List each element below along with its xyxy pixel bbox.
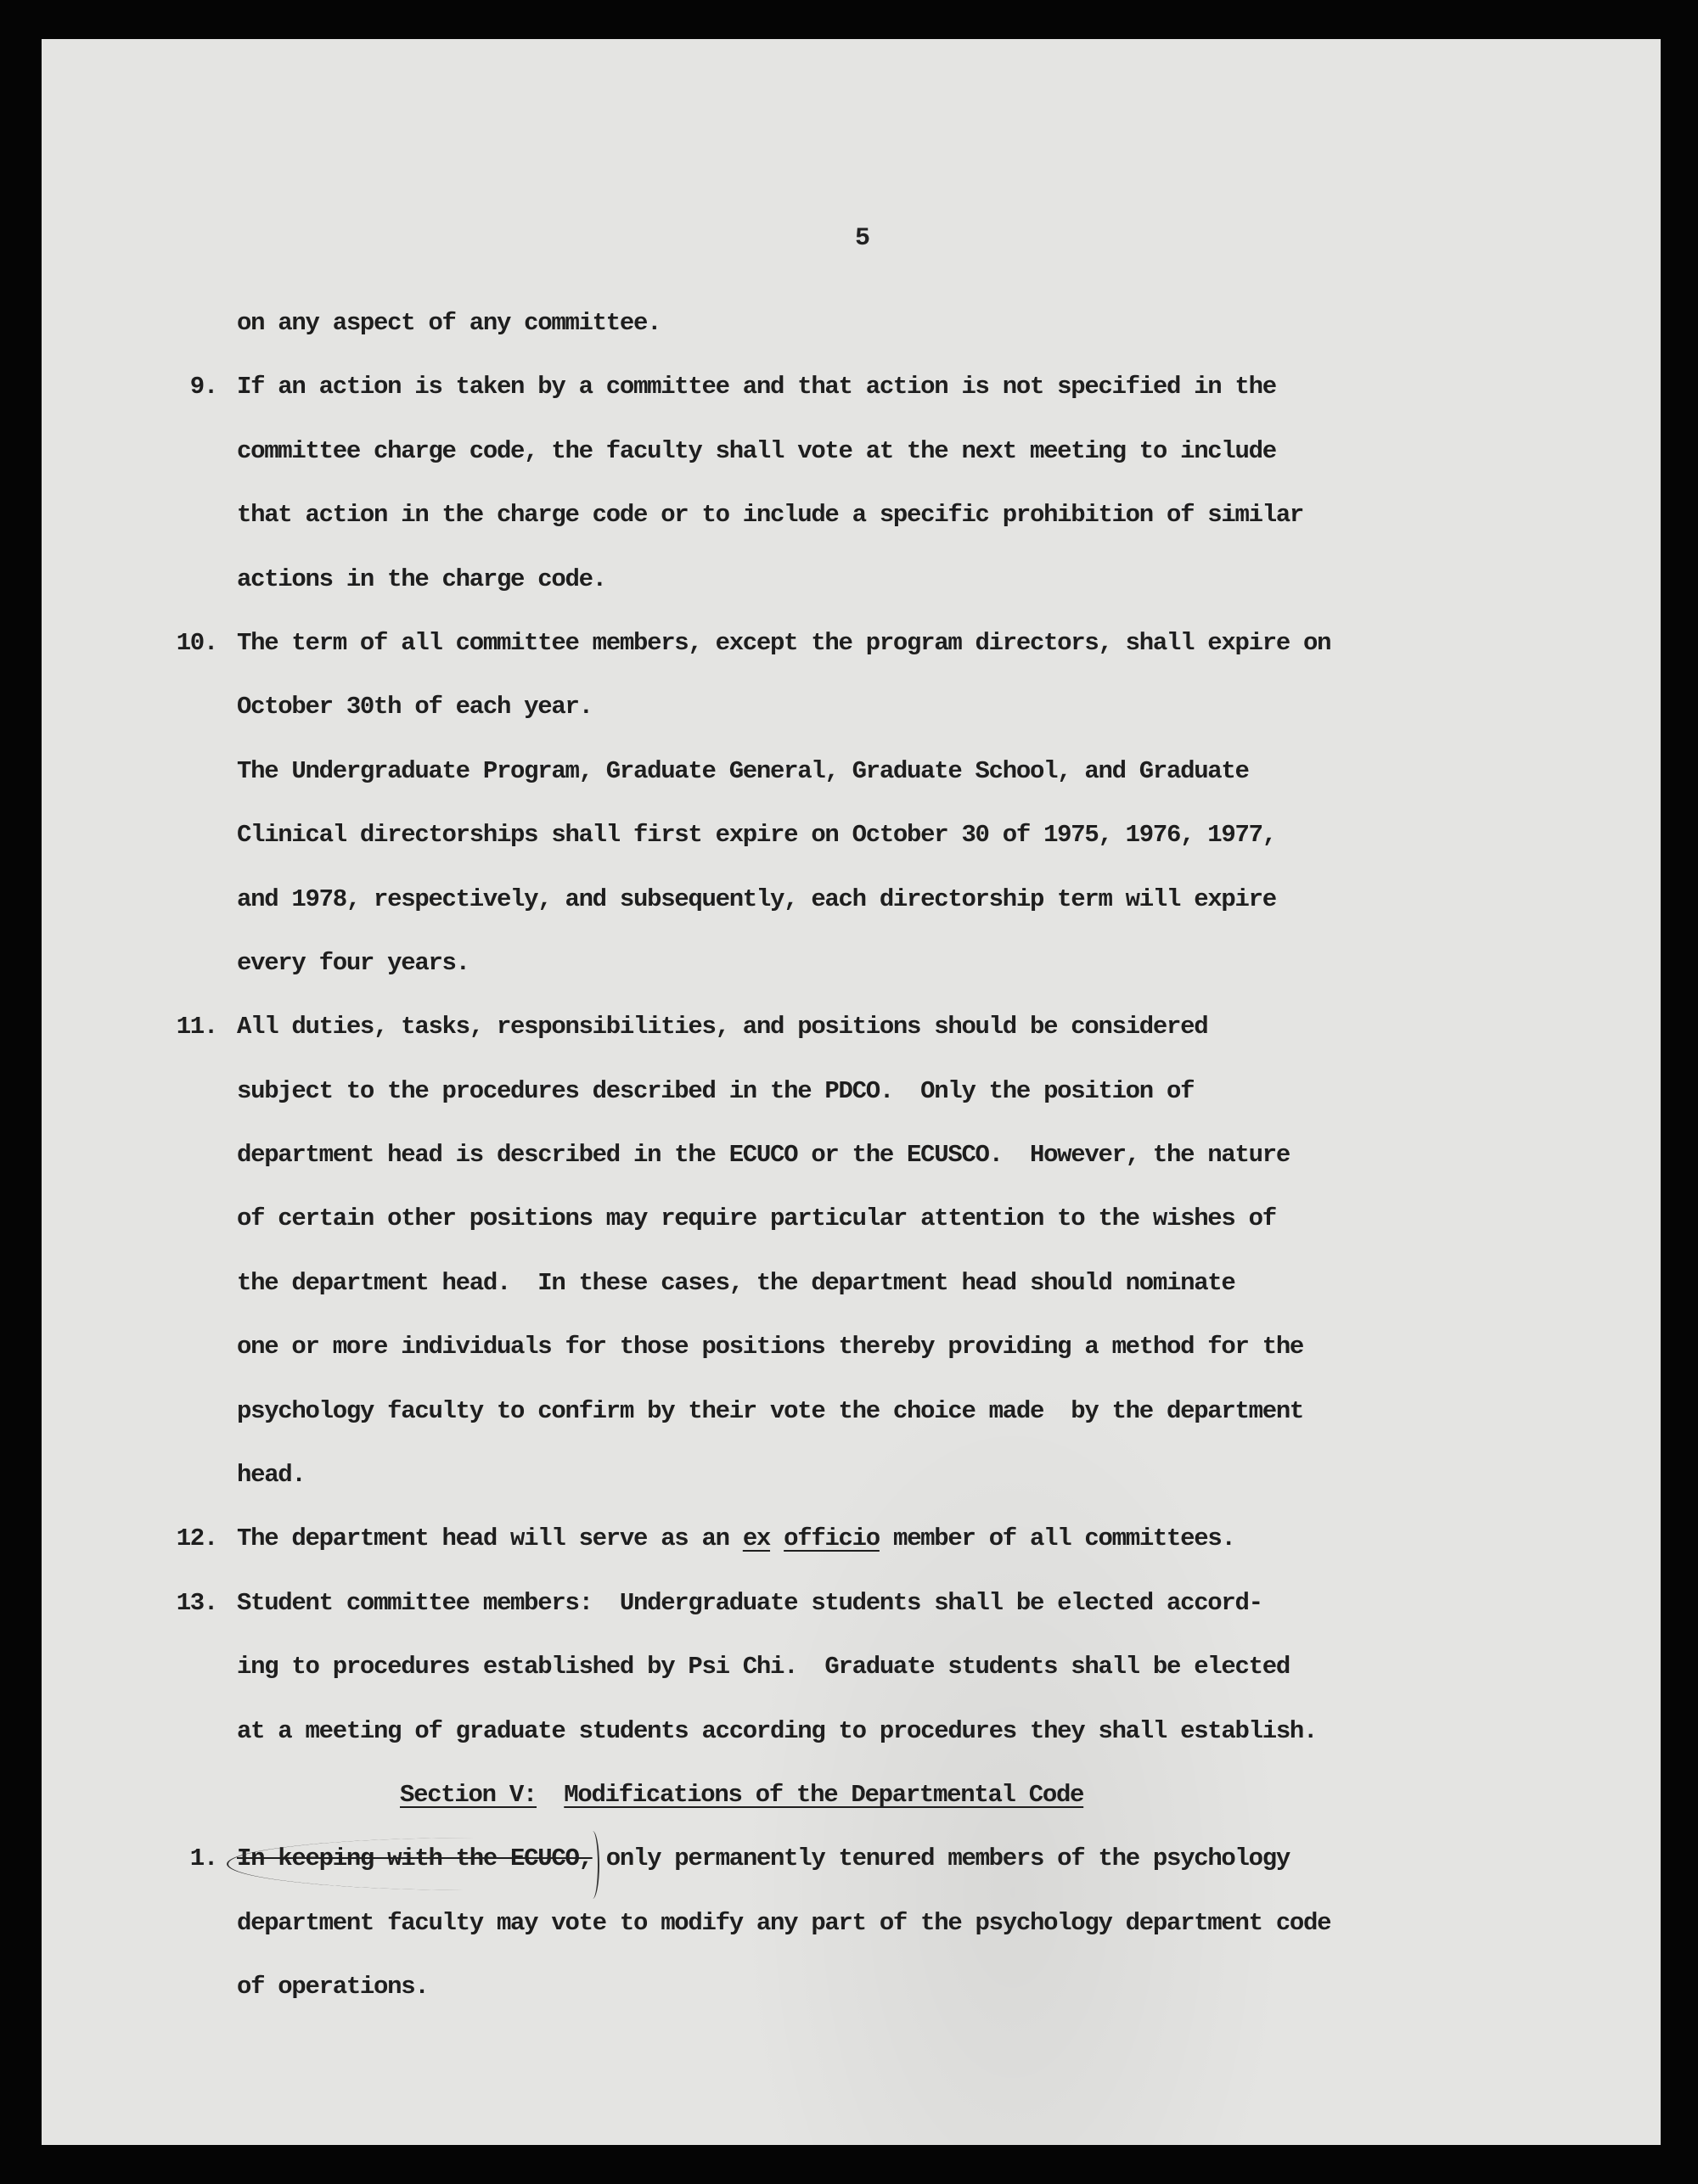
text-segment: ing to procedures established by Psi Chi. Graduate students shall be elected [237, 1653, 1290, 1682]
line-text [237, 1909, 1330, 1937]
underlined-text: Section V: [400, 1780, 537, 1809]
text-segment: one or more individuals for those positions thereby providing a method for the [237, 1333, 1304, 1361]
text-line [42, 437, 1661, 501]
line-text [237, 565, 606, 593]
text-segment [537, 1781, 564, 1809]
text-line [42, 1013, 1661, 1076]
text-line [42, 309, 1661, 373]
text-segment: If an action is taken by a committee and that action is not specified in the [237, 373, 1276, 401]
text-segment: head. [237, 1461, 306, 1490]
item-number: 10. [176, 628, 217, 657]
text-line [42, 1141, 1661, 1204]
text-line [42, 1717, 1661, 1781]
text-line [42, 1204, 1661, 1268]
line-text [237, 1333, 1303, 1361]
text-line [42, 757, 1661, 821]
text-segment: The department head will serve as an [237, 1524, 743, 1553]
text-segment: psychology faculty to confirm by their vote the choice made by the department [237, 1396, 1304, 1425]
text-segment: member of all committees. [879, 1524, 1235, 1553]
text-line [42, 1909, 1661, 1973]
text-segment: at a meeting of graduate students according to procedures they shall establish. [237, 1716, 1318, 1745]
text-line [42, 1524, 1661, 1588]
text-line [42, 1269, 1661, 1333]
line-text [237, 1141, 1290, 1169]
text-segment: that action in the charge code or to include a specific prohibition of similar [237, 501, 1304, 530]
text-segment: October 30th of each year. [237, 693, 593, 721]
line-text [237, 1653, 1290, 1681]
line-text [237, 1717, 1317, 1745]
line-text [237, 309, 661, 337]
text-line [42, 1333, 1661, 1396]
text-segment: The term of all committee members, except the program directors, shall expire on [237, 628, 1331, 657]
item-number: 9. [189, 373, 217, 401]
item-number: 11. [176, 1013, 217, 1041]
text-line [42, 1589, 1661, 1653]
text-segment: the department head. In these cases, the department head should nominate [237, 1268, 1235, 1297]
text-segment: The Undergraduate Program, Graduate General, Graduate School, and Graduate [237, 756, 1249, 785]
line-text [237, 501, 1303, 529]
item-number: 1. [189, 1844, 217, 1873]
text-line [42, 885, 1661, 949]
text-segment: All duties, tasks, responsibilities, and positions should be considered [237, 1013, 1208, 1041]
underlined-text: Modifications of the Departmental Code [564, 1780, 1084, 1809]
text-segment: department faculty may vote to modify any part of the psychology department code [237, 1908, 1331, 1937]
line-text [237, 1397, 1303, 1425]
line-text [237, 1461, 306, 1489]
item-number: 13. [176, 1588, 217, 1617]
text-segment: Student committee members: Undergraduate students shall be elected accord- [237, 1588, 1262, 1617]
text-line [42, 821, 1661, 884]
line-text [237, 949, 469, 977]
text-segment: subject to the procedures described in the PDCO. Only the position of [237, 1076, 1195, 1105]
line-text [237, 437, 1276, 465]
underlined-text: ex [742, 1524, 771, 1553]
text-segment: every four years. [237, 948, 469, 977]
text-line [42, 373, 1661, 436]
text-line [42, 1397, 1661, 1461]
text-line [42, 1844, 1661, 1908]
line-text [237, 693, 593, 721]
text-segment: on any aspect of any committee. [237, 309, 661, 337]
line-text [237, 1204, 1276, 1232]
section-heading [42, 1781, 1661, 1844]
text-segment: department head is described in the ECUCO or the ECUSCO. However, the nature [237, 1141, 1290, 1170]
line-text [237, 1077, 1194, 1105]
text-line [42, 1973, 1661, 2036]
text-segment: only permanently tenured members of the psychology [592, 1844, 1290, 1873]
line-text [237, 1589, 1262, 1617]
item-number: 12. [176, 1524, 217, 1553]
text-segment: of certain other positions may require particular attention to the wishes of [237, 1204, 1276, 1233]
text-line [42, 1461, 1661, 1524]
page-number: 5 [855, 224, 871, 253]
line-text [237, 1269, 1235, 1297]
line-text [237, 1973, 428, 2001]
line-text [237, 629, 1330, 657]
line-text [237, 373, 1276, 401]
text-line [42, 693, 1661, 756]
line-text [237, 885, 1276, 913]
line-text [237, 1844, 1290, 1872]
underlined-text: officio [784, 1524, 880, 1553]
text-line [42, 949, 1661, 1013]
text-segment: and 1978, respectively, and subsequently, each directorship term will expire [237, 884, 1276, 913]
text-segment: actions in the charge code. [237, 564, 606, 593]
text-segment: Clinical directorships shall first expire on October 30 of 1975, 1976, 1977, [237, 821, 1276, 850]
document-body [42, 309, 1661, 2037]
text-segment: committee charge code, the faculty shall vote at the next meeting to include [237, 436, 1276, 465]
text-line [42, 1077, 1661, 1141]
line-text [400, 1781, 1083, 1809]
text-line [42, 501, 1661, 564]
struck-through-text: In keeping with the ECUCO, [237, 1844, 593, 1873]
text-line [42, 1653, 1661, 1716]
line-text [237, 1524, 1235, 1552]
text-line [42, 629, 1661, 693]
line-text [237, 1013, 1207, 1041]
line-text [237, 821, 1276, 849]
text-segment: of operations. [237, 1973, 429, 2002]
text-segment [770, 1524, 784, 1552]
text-line [42, 565, 1661, 629]
line-text [237, 757, 1249, 785]
document-page [42, 39, 1661, 2145]
